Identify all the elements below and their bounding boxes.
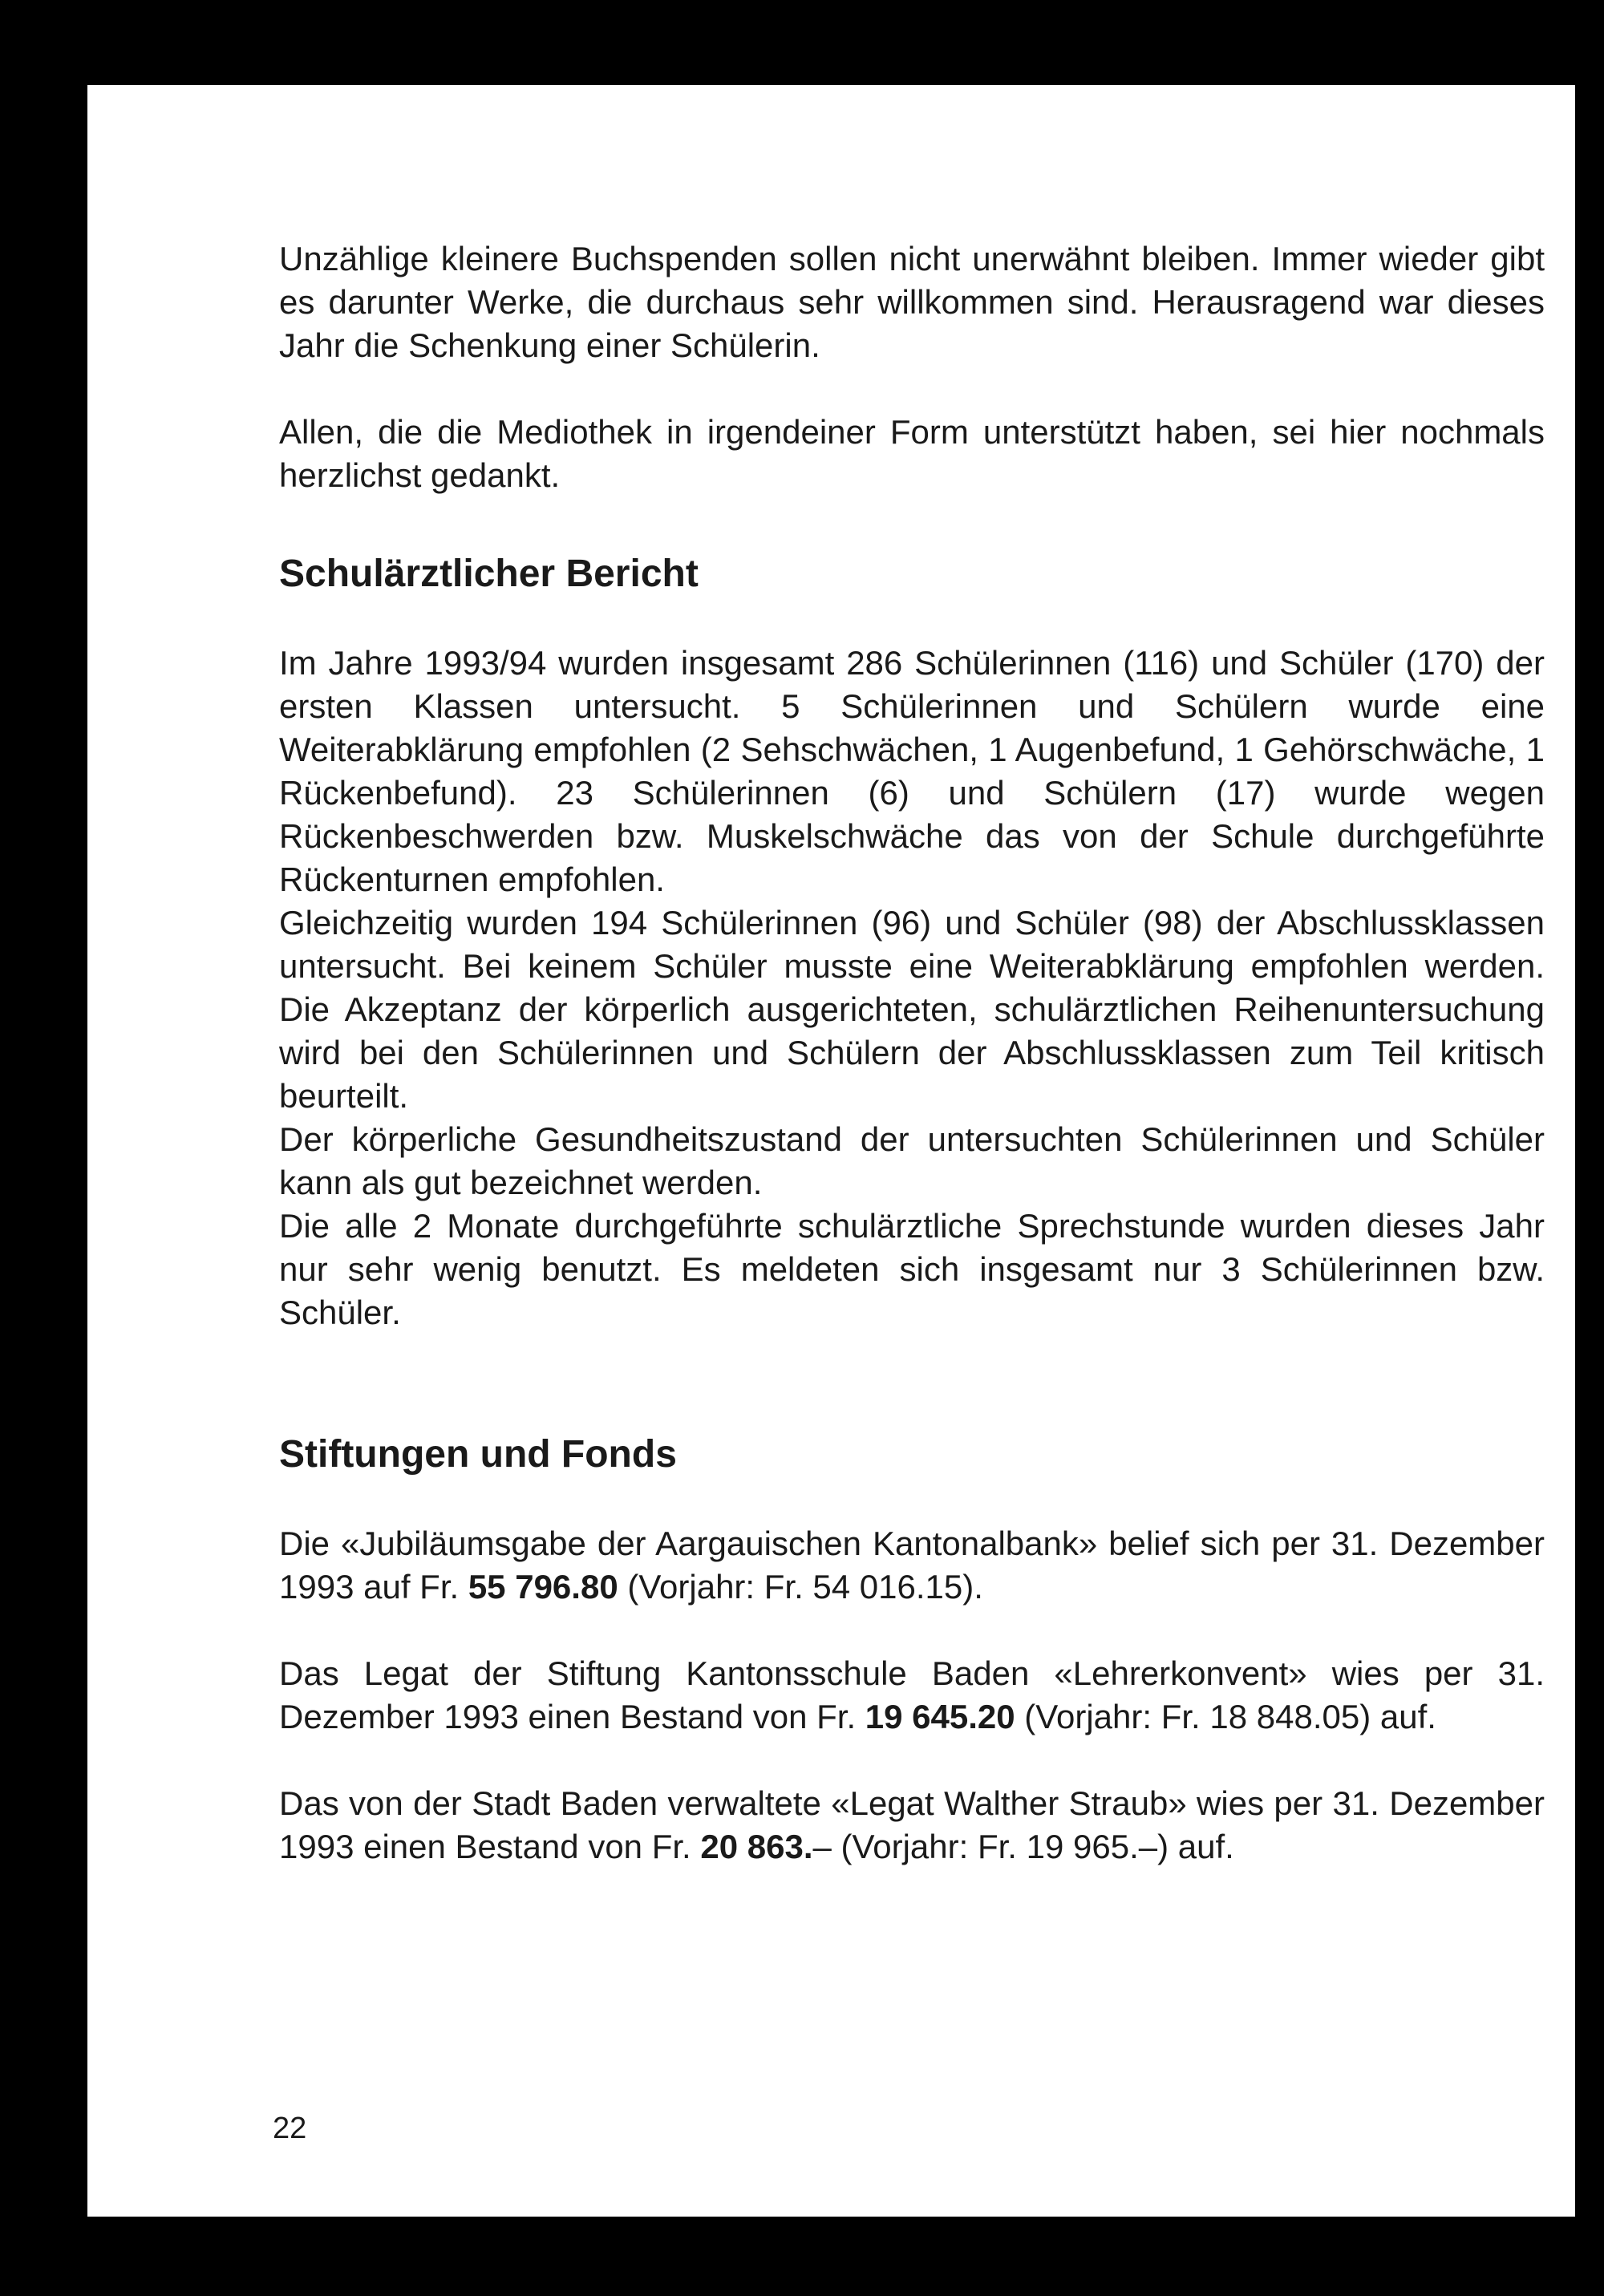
page-content	[279, 237, 1545, 1869]
document-page	[87, 85, 1575, 2217]
text-segment: (Vorjahr: Fr. 18 848.05) auf.	[1015, 1698, 1436, 1735]
text-segment: Das von der Stadt Baden verwaltete «Legat Walther Straub» wies per 31. Dezember 1993 einen Bestand von Fr.	[279, 1784, 1545, 1865]
paragraph-legat-straub	[279, 1782, 1545, 1869]
text-segment: (Vorjahr: Fr. 54 016.15).	[618, 1568, 983, 1606]
amount-lehrerkonvent: 19 645.20	[865, 1698, 1015, 1735]
paragraph-buchspenden: Unzählige kleinere Buchspenden sollen nicht unerwähnt bleiben. Immer wieder gibt es darunter Werke, die durchaus sehr willkommen sind. Herausragend war dieses Jahr die Schenkung einer Schülerin.	[279, 240, 1545, 364]
paragraph-schularzt-sprechstunde: Die alle 2 Monate durchgeführte schulärztliche Sprechstunde wurden dieses Jahr nur sehr wenig benutzt. Es meldeten sich insgesamt nur 3 Schülerinnen bzw. Schüler.	[279, 1207, 1545, 1331]
paragraph-schularzt-erste-klassen: Im Jahre 1993/94 wurden insgesamt 286 Schülerinnen (116) und Schüler (170) der ersten Klassen untersucht. 5 Schülerinnen und Schülern wurde eine Weiterabklärung empfohlen (2 Sehschwächen, 1 Augenbefund, 1 Gehörschwäche, 1 Rückenbefund). 23 Schülerinnen (6) und Schülern (17) wurde wegen Rückenbeschwerden bzw. Muskelschwäche das von der Schule durchgeführte Rückenturnen empfohlen.	[279, 644, 1545, 898]
amount-jubilaeumsgabe: 55 796.80	[468, 1568, 618, 1606]
paragraph-schularzt-gesundheit: Der körperliche Gesundheitszustand der untersuchten Schülerinnen und Schüler kann als gut bezeichnet werden.	[279, 1120, 1545, 1201]
text-segment: – (Vorjahr: Fr. 19 965.–) auf.	[812, 1828, 1234, 1865]
paragraph-lehrerkonvent	[279, 1652, 1545, 1739]
paragraph-jubilaeumsgabe	[279, 1522, 1545, 1609]
page-number: 22	[273, 2112, 307, 2145]
paragraph-schularzt-abschlussklassen: Gleichzeitig wurden 194 Schülerinnen (96) und Schüler (98) der Abschlussklassen untersucht. Bei keinem Schüler musste eine Weiterabklärung empfohlen werden. Die Akzeptanz der körperlich ausgerichteten, schulärztlichen Reihenuntersuchung wird bei den Schülerinnen und Schülern der Abschlussklassen zum Teil kritisch beurteilt.	[279, 904, 1545, 1115]
text-segment: Die «Jubiläumsgabe der Aargauischen Kantonalbank» belief sich per 31. Dezember 1993 auf Fr.	[279, 1525, 1545, 1606]
heading-stiftungen: Stiftungen und Fonds	[279, 1433, 677, 1476]
amount-legat-straub: 20 863.	[700, 1828, 813, 1865]
heading-schularzt: Schulärztlicher Bericht	[279, 553, 699, 595]
paragraph-dank: Allen, die die Mediothek in irgendeiner Form unterstützt haben, sei hier nochmals herzlichst gedankt.	[279, 413, 1545, 494]
text-segment: Das Legat der Stiftung Kantonsschule Baden «Lehrerkonvent» wies per 31. Dezember 1993 einen Bestand von Fr.	[279, 1654, 1545, 1735]
